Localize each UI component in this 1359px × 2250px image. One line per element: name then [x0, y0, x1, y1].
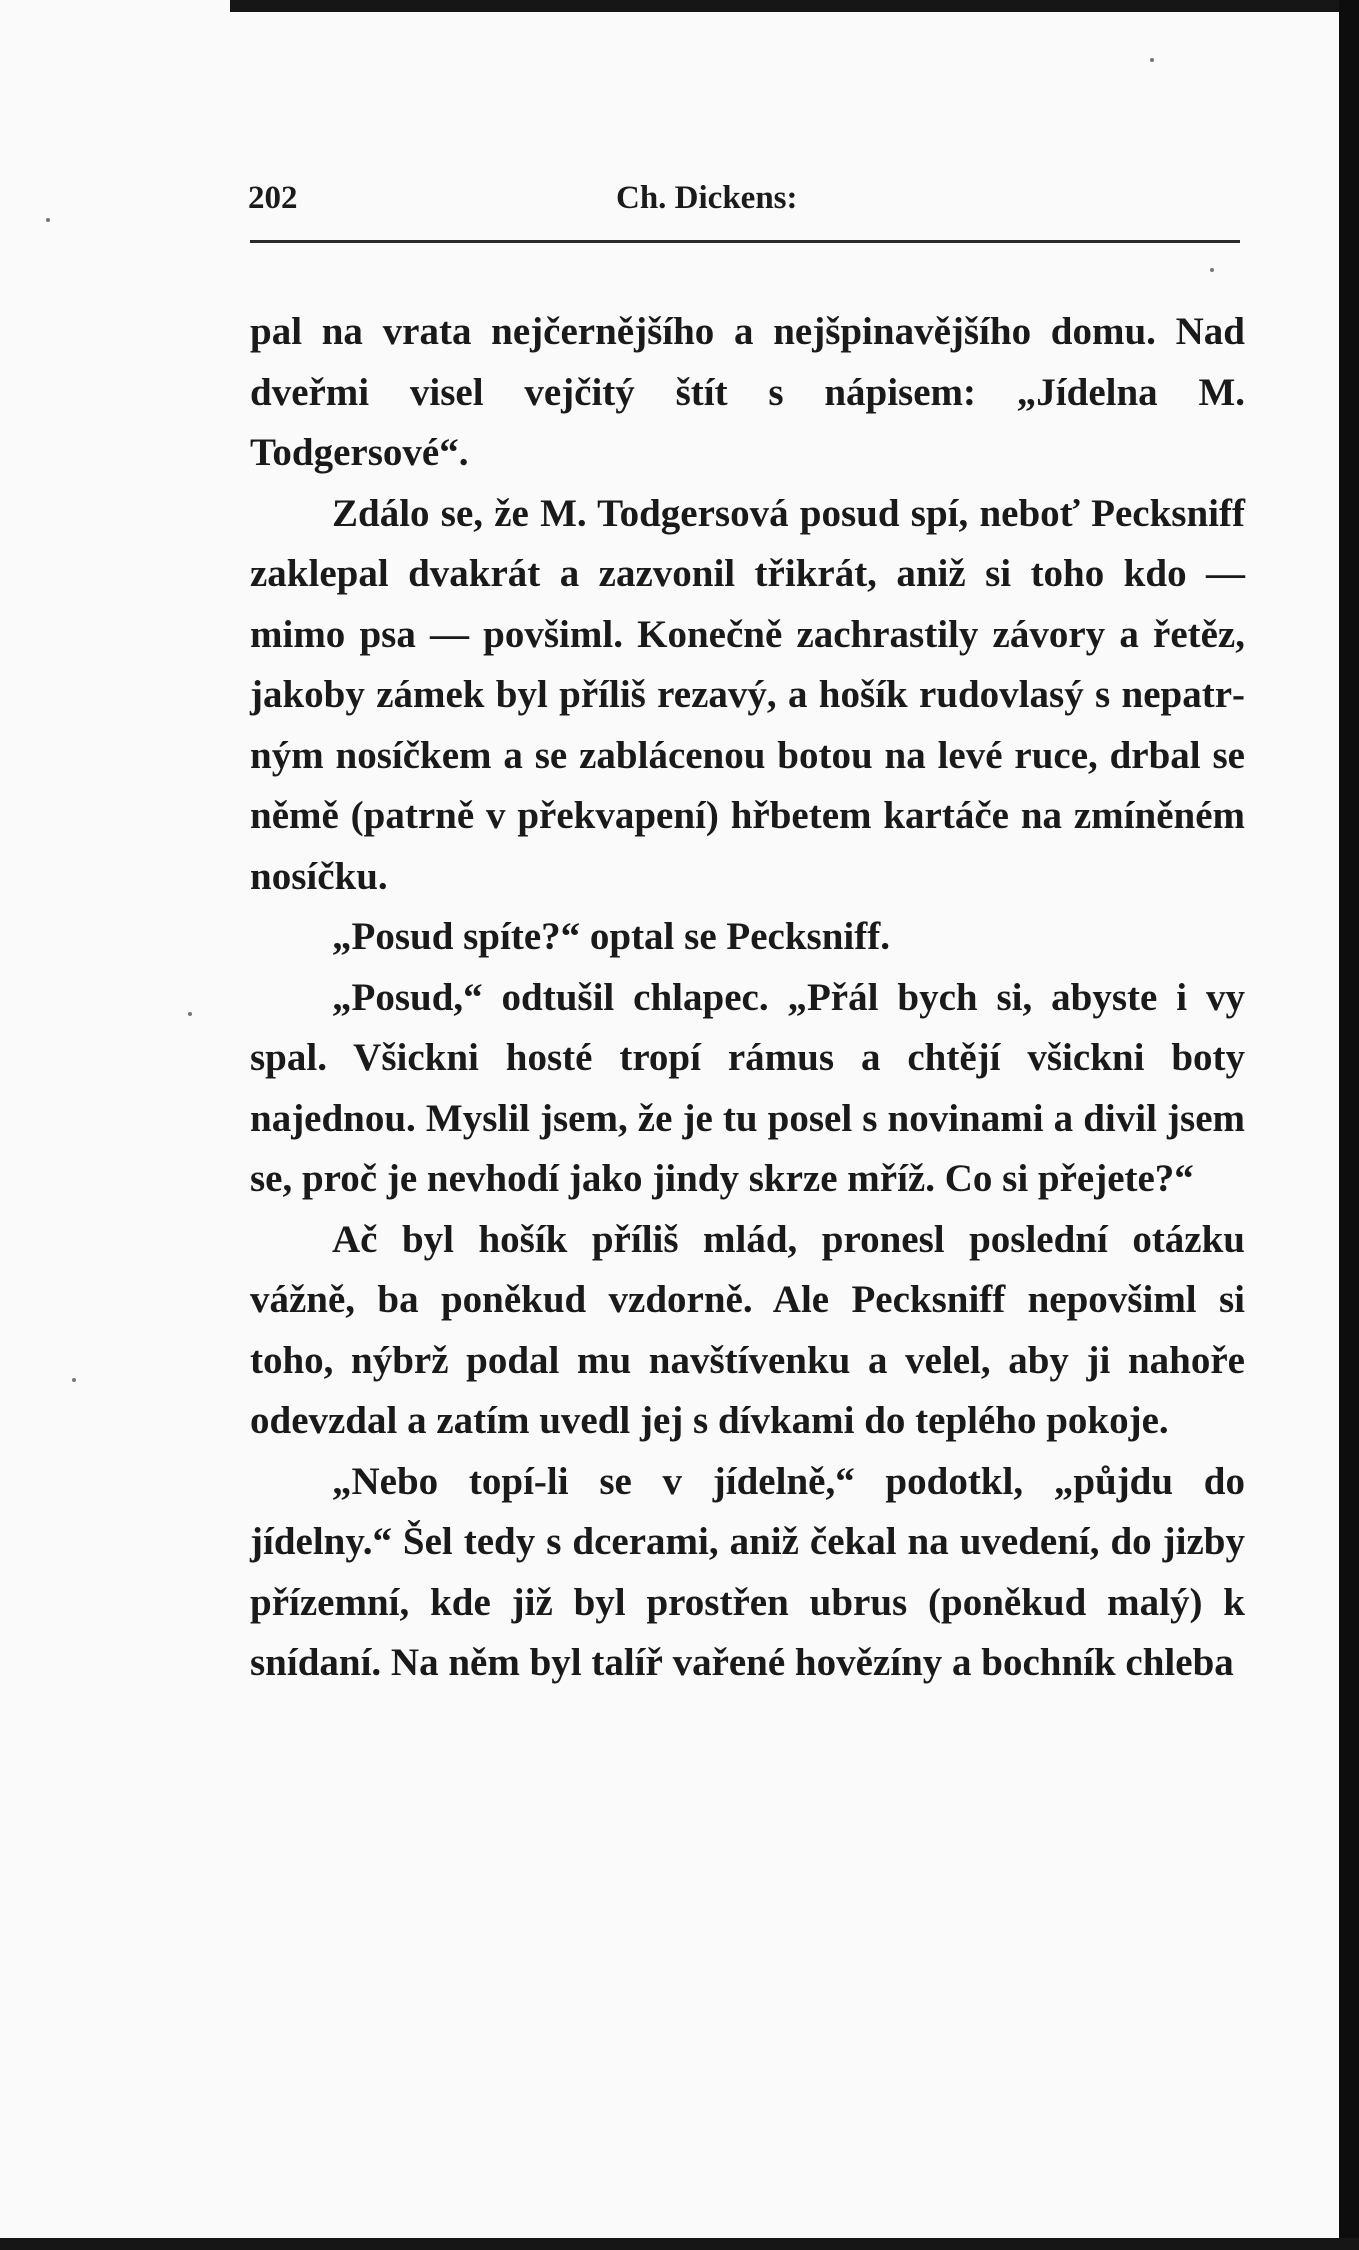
- scan-speck: [72, 1378, 76, 1382]
- page-number: 202: [248, 180, 298, 216]
- paragraph: „Posud,“ odtušil chlapec. „Přál bych si, abyste i vy spal. Všickni hosté tropí rámus a chtějí všickni boty najednou. Myslil jsem, že je tu posel s novinami a divil jsem se, proč je nevhodí jako jindy skrze mříž. Co si přejete?“: [250, 975, 1245, 1200]
- paragraph: Zdálo se, že M. Todgersová posud spí, neboť Pecksniff zaklepal dvakrát a zazvonil třikrát, aniž si toho kdo — mimo psa — povšiml. Konečně zachrastily závory a řetěz, jakoby zámek byl příliš rezavý, a hošík rudovlasý s nepatrným nosíčkem a se zablácenou botou na levé ruce, drbal se němě (patrně v překvapení) hřbetem kartáče na zmíněném nosíčku.: [250, 491, 1245, 898]
- header-rule: [250, 240, 1240, 243]
- paragraph: „Posud spíte?“ optal se Pecksniff.: [332, 915, 890, 958]
- page-header: [248, 180, 1242, 230]
- body-text: [250, 302, 1245, 1694]
- paragraph: Ač byl hošík příliš mlád, pronesl poslední otázku vážně, ba poněkud vzdorně. Ale Pecksniff nepovšiml si toho, nýbrž podal mu navštívenku a velel, aby ji nahoře odevzdal a zatím uvedl jej s dívkami do teplého pokoje.: [250, 1217, 1245, 1442]
- running-head: Ch. Dickens:: [616, 180, 798, 216]
- scan-speck: [46, 218, 50, 222]
- paragraph: „Nebo topí-li se v jídelně,“ podotkl, „půjdu do jídelny.“ Šel tedy s dcerami, aniž čekal na uvedení, do jizby přízemní, kde již byl prostřen ubrus (poněkud malý) k snídaní. Na něm byl talíř vařené hovězíny a bochník chleba: [250, 1459, 1245, 1684]
- scan-edge-bottom: [0, 2238, 1359, 2250]
- scan-speck: [1150, 58, 1154, 62]
- scan-speck: [188, 1012, 192, 1016]
- scan-speck: [1210, 268, 1214, 272]
- paragraph: pal na vrata nejčernějšího a nejšpinavějšího domu. Nad dveřmi visel vejčitý štít s nápisem: „Jídelna M. Todgersové“.: [250, 310, 1245, 474]
- scan-edge-right: [1339, 0, 1359, 2250]
- scan-edge-top: [230, 0, 1359, 12]
